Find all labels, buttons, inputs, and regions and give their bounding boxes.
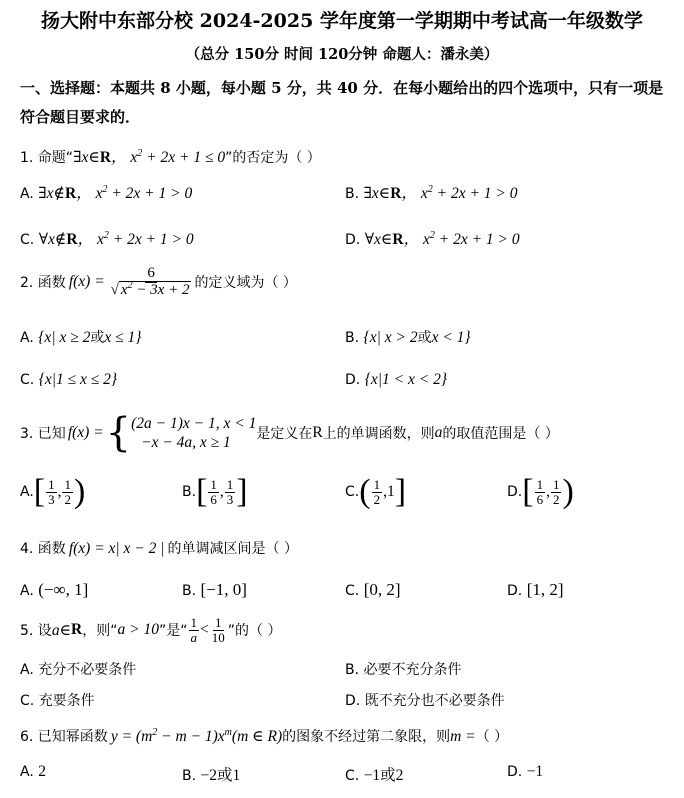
q1-option-c[interactable]: C. ∀x∉R， $x^2 + 2x + 1 > 0$	[20, 229, 194, 248]
q3-label: 3. 已知	[20, 426, 66, 442]
q3-fx: f(x) =	[67, 424, 104, 441]
q5-option-b[interactable]: B. 必要不充分条件	[345, 662, 462, 678]
q2-label: 2. 函数	[20, 275, 66, 292]
q2-option-c[interactable]: C. {x|1 ≤ x ≤ 2}	[20, 371, 118, 388]
q3-brace: {	[105, 410, 132, 456]
q5-option-d[interactable]: D. 既不充分也不必要条件	[345, 693, 505, 709]
q6-option-b[interactable]: B. −2或1	[182, 767, 241, 784]
q6-option-d[interactable]: D. −1	[507, 763, 544, 780]
question-5: 5. 设 a∈ R ，则“ a > 10 ”是“ $\frac{1}{a}$ < $\frac{1}{10}$ ”的（ ）	[20, 615, 282, 645]
q1-option-a[interactable]: A. ∃x∉R， $x^2 + 2x + 1 > 0$	[20, 183, 193, 202]
q2-option-b[interactable]: B. {x| x > 2或x < 1}	[345, 329, 471, 346]
exam-subtitle: （总分 150分 时间 120分钟 命题人：潘永美）	[185, 46, 499, 63]
q3-option-b[interactable]: B. [ $\frac{1}{6}$ , $\frac{1}{3}$ ]	[182, 473, 248, 510]
exam-title: 扬大附中东部分校 2024-2025 学年度第一学期期中考试高一年级数学	[41, 10, 643, 32]
q4-option-d[interactable]: D. [1, 2]	[507, 580, 564, 599]
q1-option-d[interactable]: D. ∀x∈R， $x^2 + 2x + 1 > 0$	[345, 229, 520, 248]
q2-option-d[interactable]: D. {x|1 < x < 2}	[345, 371, 448, 388]
question-2	[20, 266, 297, 299]
question-1	[20, 145, 321, 167]
q3-cases: (2a − 1)x − 1, x < 1 −x − 4a, x ≥ 1	[131, 415, 257, 451]
question-3: 3. 已知 f(x) = { (2a − 1)x − 1, x < 1 −x − 4a, x ≥ 1 是定义在 R 上的单调函数，则 a 的取值范围是（ ）	[20, 410, 559, 456]
q6-option-a[interactable]: A. 2	[20, 763, 46, 780]
q2-fraction: $\frac{6}{√ x^2 - 3x + 2}$	[110, 265, 190, 298]
q2-tail: 的定义域为（ ）	[194, 275, 297, 292]
q3-option-a[interactable]: A. [ $\frac{1}{3}$ , $\frac{1}{2}$ )	[20, 473, 86, 510]
q4-option-a[interactable]: A. (−∞, 1]	[20, 580, 89, 599]
q1-label: 1. 命题“	[20, 150, 74, 166]
question-4: 4. 函数 f(x) = x| x − 2 | 的单调减区间是（ ）	[20, 540, 298, 557]
q3-option-c[interactable]: C. ( $\frac{1}{2}$ ,1 ]	[345, 473, 407, 510]
q3-option-d[interactable]: D. [ $\frac{1}{6}$ , $\frac{1}{2}$ )	[507, 473, 574, 510]
q2-fx: f(x) =	[68, 273, 105, 291]
q4-option-b[interactable]: B. [−1, 0]	[182, 580, 247, 599]
q5-option-a[interactable]: A. 充分不必要条件	[20, 662, 137, 678]
q1-tail: ”的否定为（ ）	[225, 150, 321, 166]
q1-math: ∃x∈R， $x^2 + 2x + 1 \le 0$	[73, 147, 226, 166]
q1-option-b[interactable]: B. ∃x∈R， $x^2 + 2x + 1 > 0$	[345, 183, 518, 202]
q2-option-a[interactable]: A. {x| x ≥ 2或x ≤ 1}	[20, 329, 142, 346]
q4-option-c[interactable]: C. [0, 2]	[345, 580, 401, 599]
q5-option-c[interactable]: C. 充要条件	[20, 693, 95, 709]
question-6: 6. 已知幂函数 $y = (m^2 - m - 1)x^m(m$ ∈ R)的图象不经过第二象限，则m =（ ）	[20, 726, 509, 745]
q6-option-c[interactable]: C. −1或2	[345, 767, 404, 784]
section-heading: 一、选择题：本题共 8 小题，每小题 5 分，共 40 分．在每小题给出的四个选项中，只有一项是符合题目要求的．	[20, 79, 664, 126]
